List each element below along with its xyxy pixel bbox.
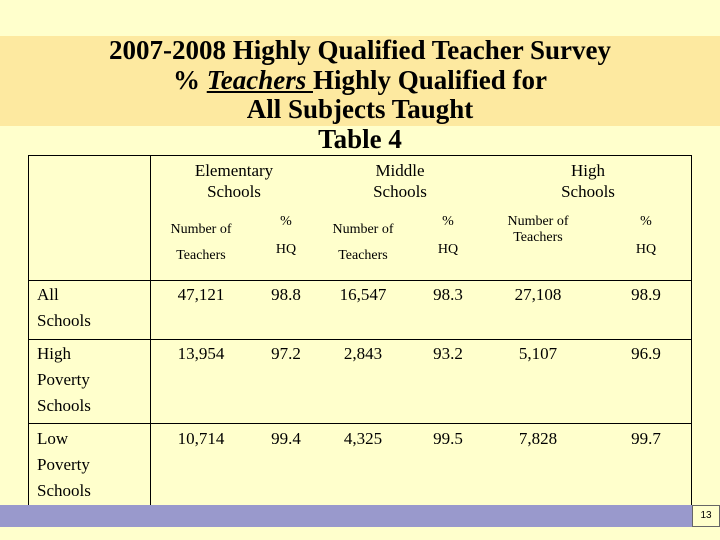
group-header-high: [518, 160, 658, 202]
header-divider: [28, 280, 692, 281]
group-header-line2: Schools: [207, 182, 261, 201]
cell-high-hq: 96.9: [631, 344, 661, 363]
cell-middle-hq: 93.2: [433, 344, 463, 363]
subheader-number-of: Number of: [507, 214, 569, 229]
subheader-percent: %: [280, 214, 292, 229]
cell-elementary-teachers: 47,121: [177, 285, 225, 304]
slide-title: [0, 36, 720, 154]
subheader-percent: %: [442, 214, 454, 229]
subheader-teachers: Teachers: [513, 230, 563, 245]
cell-high-teachers: 27,108: [514, 285, 562, 304]
cell-middle-teachers: 4,325: [343, 429, 383, 448]
cell-high-hq: 98.9: [631, 285, 661, 304]
cell-high-teachers: 7,828: [518, 429, 558, 448]
cell-middle-teachers: 2,843: [343, 344, 383, 363]
group-header-middle: [330, 160, 470, 202]
title-line-2: [0, 66, 720, 96]
cell-middle-hq: 99.5: [433, 429, 463, 448]
row-label-line: High: [37, 344, 71, 363]
cell-high-hq: 99.7: [631, 429, 661, 448]
table-right-border: [691, 155, 692, 506]
page-number: 13: [692, 505, 720, 527]
title-line-1: 2007-2008 Highly Qualified Teacher Survey: [108, 35, 612, 65]
title-teachers-underlined: Teachers: [206, 64, 313, 95]
row-label-all-schools: [37, 282, 91, 334]
footer-bar: [0, 505, 720, 527]
row-label-line: Schools: [37, 311, 91, 330]
cell-elementary-teachers: 10,714: [177, 429, 225, 448]
title-line-2-suffix: Highly Qualified for: [312, 64, 547, 95]
subheader-percent: %: [640, 214, 652, 229]
row-divider-2: [28, 423, 692, 424]
label-column-divider: [150, 155, 151, 506]
row-label-line: Schools: [37, 481, 91, 500]
row-label-high-poverty: [37, 341, 91, 419]
group-header-line1: Middle: [375, 161, 425, 180]
cell-elementary-hq: 97.2: [271, 344, 301, 363]
subheader-hq: HQ: [437, 242, 459, 257]
row-label-low-poverty: [37, 426, 91, 504]
row-label-line: Poverty: [37, 370, 90, 389]
table-left-border: [28, 155, 29, 506]
group-header-line2: Schools: [373, 182, 427, 201]
row-label-line: Schools: [37, 396, 91, 415]
subheader-hq: HQ: [275, 242, 297, 257]
group-header-line2: Schools: [561, 182, 615, 201]
table-top-rule: [28, 155, 692, 156]
group-header-elementary: [164, 160, 304, 202]
row-label-line: Low: [37, 429, 69, 448]
subheader-number-of: Number of: [170, 222, 232, 237]
cell-elementary-hq: 98.8: [271, 285, 301, 304]
cell-middle-hq: 98.3: [433, 285, 463, 304]
row-label-line: All: [37, 285, 59, 304]
cell-middle-teachers: 16,547: [339, 285, 387, 304]
subheader-number-of: Number of: [332, 222, 394, 237]
title-line-3: All Subjects Taught: [246, 94, 474, 124]
title-line-2-prefix: %: [172, 64, 207, 95]
group-header-line1: Elementary: [194, 161, 274, 180]
cell-elementary-hq: 99.4: [271, 429, 301, 448]
cell-high-teachers: 5,107: [518, 344, 558, 363]
row-label-line: Poverty: [37, 455, 90, 474]
cell-elementary-teachers: 13,954: [177, 344, 225, 363]
bottom-strip: [0, 527, 720, 540]
subheader-teachers: Teachers: [338, 248, 388, 263]
row-divider-1: [28, 339, 692, 340]
subheader-hq: HQ: [635, 242, 657, 257]
group-header-line1: High: [571, 161, 605, 180]
subheader-teachers: Teachers: [176, 248, 226, 263]
title-line-4: Table 4: [318, 123, 402, 154]
